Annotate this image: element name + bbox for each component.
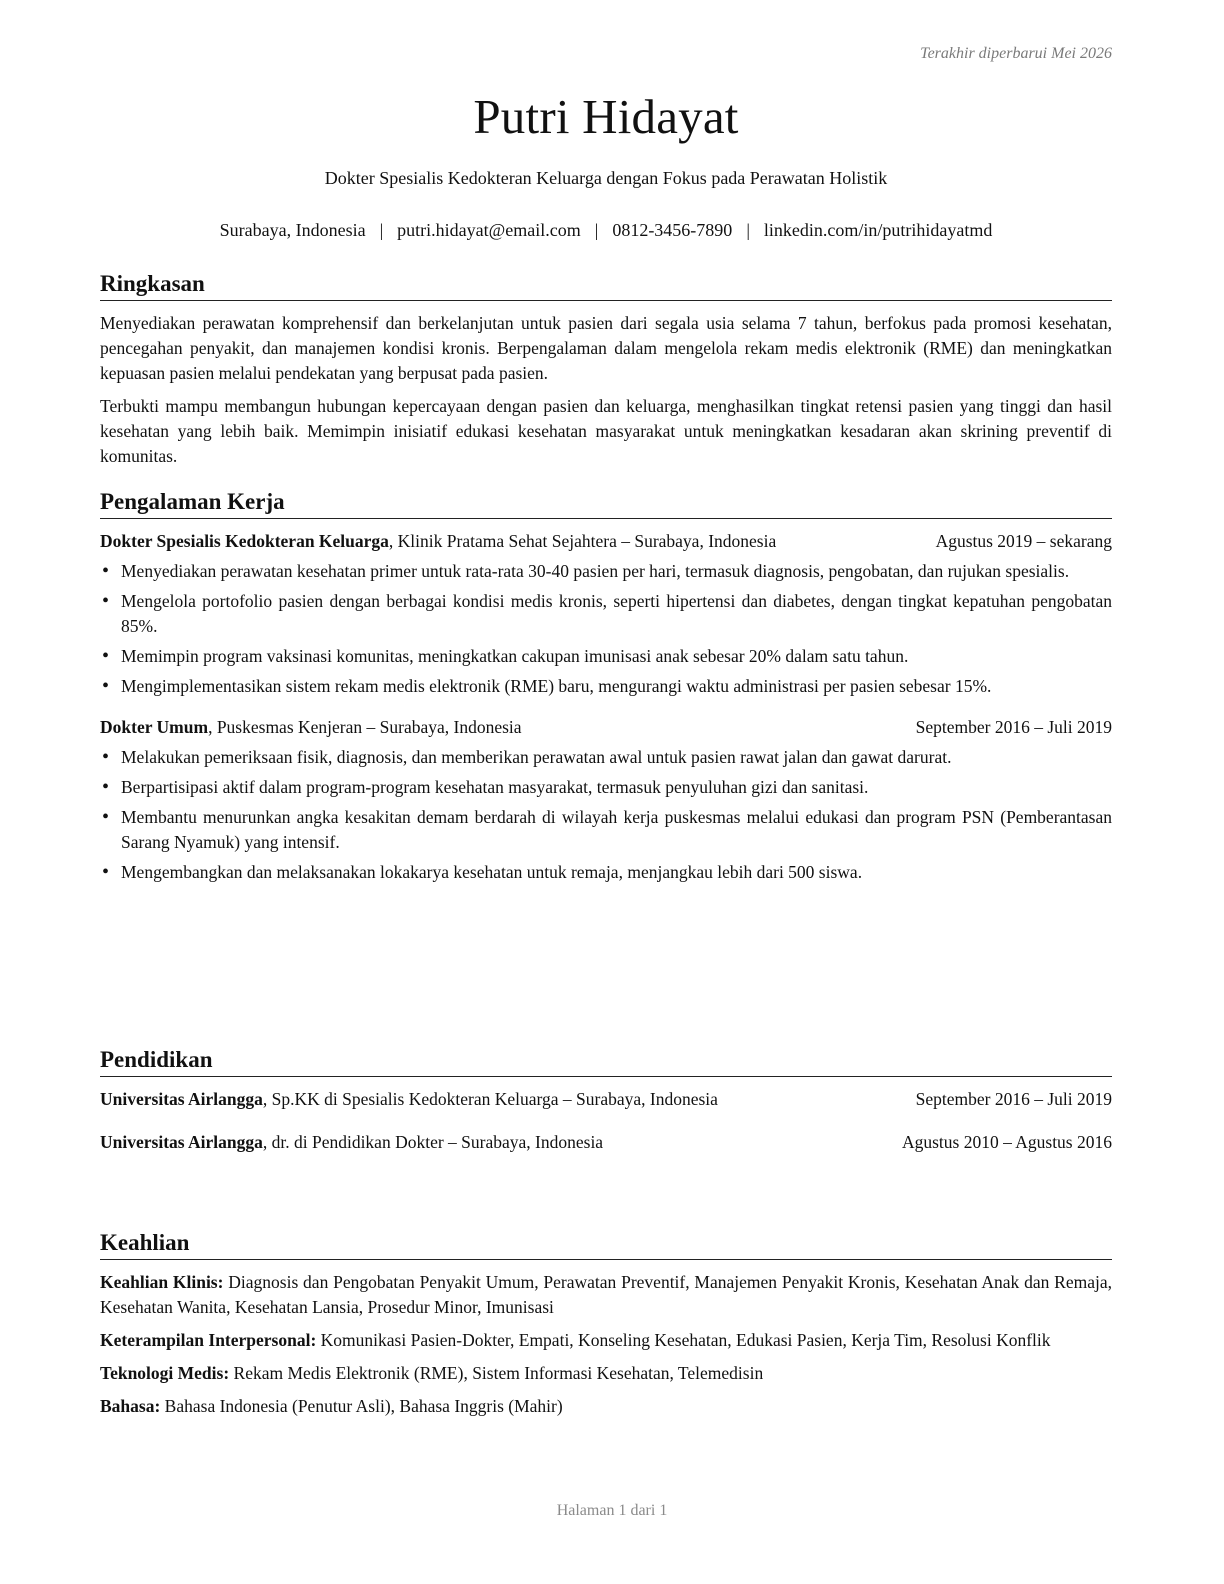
list-item: • Membantu menurunkan angka kesakitan demam berdarah di wilayah kerja puskesmas melalui edukasi dan program PSN (Pemberantasan Sarang Nyamuk) yang intensif. (100, 805, 1112, 855)
education-dates: September 2016 – Juli 2019 (915, 1089, 1112, 1109)
candidate-headline: Dokter Spesialis Kedokteran Keluarga dengan Fokus pada Perawatan Holistik (324, 168, 888, 188)
job-place: , Klinik Pratama Sehat Sejahtera – Surabaya, Indonesia (388, 531, 777, 551)
experience-section (100, 488, 1112, 890)
contact-linkedin[interactable]: linkedin.com/in/putrihidayatmd (763, 220, 993, 240)
skill-row (100, 1328, 1112, 1353)
page-number: Halaman 1 dari 1 (556, 1502, 668, 1519)
contact-separator: | (594, 220, 599, 240)
contact-line (100, 220, 1112, 241)
list-item: • Memimpin program vaksinasi komunitas, meningkatkan cakupan imunisasi anak sebesar 20% dalam satu tahun. (100, 644, 1112, 669)
summary-paragraph: Menyediakan perawatan komprehensif dan berkelanjutan untuk pasien dari segala usia selama 7 tahun, berfokus pada promosi kesehatan, pencegahan penyakit, dan manajemen kondisi kronis. Berpengalaman dalam mengelola rekam medis elektronik (RME) dan meningkatkan kepuasan pasien melalui pendekatan yang berpusat pada pasien. (100, 313, 1112, 383)
last-updated: Terakhir diperbarui Mei 2026 (920, 45, 1112, 62)
job-header (100, 715, 1112, 740)
skill-row (100, 1270, 1112, 1320)
job-bullets (100, 745, 1112, 885)
job-place: , Puskesmas Kenjeran – Surabaya, Indonesia (208, 717, 522, 737)
list-item: • Menyediakan perawatan kesehatan primer untuk rata-rata 30-40 pasien per hari, termasuk diagnosis, pengobatan, dan rujukan spesialis. (100, 559, 1112, 584)
skills-section (100, 1229, 1112, 1427)
section-title-summary: Ringkasan (100, 270, 1112, 301)
education-section (100, 1046, 1112, 1160)
contact-location: Surabaya, Indonesia (219, 220, 366, 240)
job-dates: Agustus 2019 – sekarang (935, 531, 1112, 551)
skill-value: Bahasa Indonesia (Penutur Asli), Bahasa Inggris (Mahir) (160, 1396, 563, 1416)
section-title-education: Pendidikan (100, 1046, 1112, 1077)
skill-row (100, 1394, 1112, 1419)
list-item: • Mengelola portofolio pasien dengan berbagai kondisi medis kronis, seperti hipertensi dan diabetes, dengan tingkat kepatuhan pengobatan 85%. (100, 589, 1112, 639)
education-entry (100, 1087, 1112, 1112)
contact-email[interactable]: putri.hidayat@email.com (397, 220, 581, 240)
job-header (100, 529, 1112, 554)
education-school: Universitas Airlangga (100, 1132, 263, 1152)
skill-label: Teknologi Medis: (100, 1363, 230, 1383)
job-role: Dokter Umum (100, 717, 209, 737)
skill-label: Keahlian Klinis: (100, 1272, 224, 1292)
job-role: Dokter Spesialis Kedokteran Keluarga (100, 531, 389, 551)
education-detail: , dr. di Pendidikan Dokter – Surabaya, Indonesia (262, 1132, 604, 1152)
list-item: • Mengimplementasikan sistem rekam medis elektronik (RME) baru, mengurangi waktu administrasi per pasien sebesar 15%. (100, 674, 1112, 699)
education-dates: Agustus 2010 – Agustus 2016 (901, 1132, 1112, 1152)
skill-row (100, 1361, 1112, 1386)
skill-label: Keterampilan Interpersonal: (100, 1330, 317, 1350)
skill-value: Komunikasi Pasien-Dokter, Empati, Konseling Kesehatan, Edukasi Pasien, Kerja Tim, Resolusi Konflik (316, 1330, 1051, 1350)
contact-separator: | (379, 220, 384, 240)
education-entry (100, 1130, 1112, 1155)
skill-value: Rekam Medis Elektronik (RME), Sistem Informasi Kesehatan, Telemedisin (229, 1363, 764, 1383)
education-school: Universitas Airlangga (100, 1089, 263, 1109)
summary-paragraph: Terbukti mampu membangun hubungan kepercayaan dengan pasien dan keluarga, menghasilkan tingkat retensi pasien yang tinggi dan hasil kesehatan yang lebih baik. Memimpin inisiatif edukasi kesehatan masyarakat untuk meningkatkan kesadaran akan skrining preventif di komunitas. (100, 396, 1112, 466)
contact-separator: | (746, 220, 750, 240)
list-item: • Melakukan pemeriksaan fisik, diagnosis, dan memberikan perawatan awal untuk pasien rawat jalan dan gawat darurat. (100, 745, 1112, 770)
job-bullets (100, 559, 1112, 699)
summary-section (100, 270, 1112, 477)
contact-phone: 0812-3456-7890 (612, 220, 733, 240)
education-detail: , Sp.KK di Spesialis Kedokteran Keluarga – Surabaya, Indonesia (262, 1089, 718, 1109)
skill-value: Diagnosis dan Pengobatan Penyakit Umum, Perawatan Preventif, Manajemen Penyakit Kronis, Kesehatan Anak dan Remaja, Kesehatan Wanita, Kesehatan Lansia, Prosedur Minor, Imunisasi (100, 1272, 1113, 1317)
candidate-name: Putri Hidayat (473, 89, 739, 144)
list-item: • Mengembangkan dan melaksanakan lokakarya kesehatan untuk remaja, menjangkau lebih dari 500 siswa. (100, 860, 1112, 885)
section-title-experience: Pengalaman Kerja (100, 488, 1112, 519)
section-title-skills: Keahlian (100, 1229, 1112, 1260)
job-dates: September 2016 – Juli 2019 (915, 717, 1112, 737)
list-item: • Berpartisipasi aktif dalam program-program kesehatan masyarakat, termasuk penyuluhan gizi dan sanitasi. (100, 775, 1112, 800)
skill-label: Bahasa: (100, 1396, 161, 1416)
